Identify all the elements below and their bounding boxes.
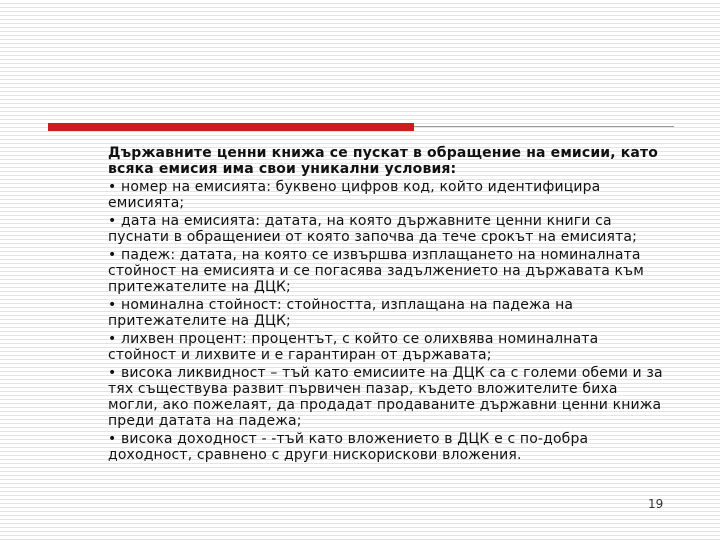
slide-body	[108, 145, 668, 465]
bullet-icon: •	[108, 431, 117, 447]
bullet-text: лихвен процент: процентът, с който се олихвява номиналната стойност и лихвите и е гарантиран от държавата;	[108, 331, 599, 363]
bullet-text: номинална стойност: стойността, изплащана на падежа на притежателите на ДЦК;	[108, 297, 574, 329]
bullet-icon: •	[108, 179, 117, 195]
bullet-text: падеж: датата, на която се извършва изплащането на номиналната стойност на емисията и се погасява задължението на държавата към притежателите на ДЦК;	[108, 247, 644, 295]
bullet-item	[108, 431, 668, 463]
bullet-text: дата на емисията: датата, на която държавните ценни книги са пуснати в обращениеи от която започва да тече срокът на емисията;	[108, 213, 638, 245]
slide-heading: Държавните ценни книжа се пускат в обращение на емисии, като всяка емисия има свои уникални условия:	[108, 145, 659, 177]
accent-bar	[48, 123, 414, 131]
bullet-item	[108, 247, 668, 295]
bullet-list	[108, 179, 668, 463]
bullet-item	[108, 331, 668, 363]
bullet-item	[108, 297, 668, 329]
page-number: 19	[648, 497, 664, 511]
bullet-item	[108, 179, 668, 211]
bullet-text: висока доходност - -тъй като вложението в ДЦК е с по-добра доходност, сравнено с други нискорискови вложения.	[108, 431, 589, 463]
bullet-item	[108, 365, 668, 429]
bullet-icon: •	[108, 365, 117, 381]
bullet-item	[108, 213, 668, 245]
bullet-text: висока ликвидност – тъй като емисиите на ДЦК са с големи обеми и за тях съществува развит първичен пазар, където вложителите биха могли, ако пожелаят, да продадат продаваните държавни ценни книжа преди датата на падежа;	[108, 365, 663, 429]
bullet-icon: •	[108, 331, 117, 347]
bullet-icon: •	[108, 297, 117, 313]
bullet-text: номер на емисията: буквено цифров код, който идентифицира емисията;	[108, 179, 601, 211]
bullet-icon: •	[108, 247, 117, 263]
bullet-icon: •	[108, 213, 117, 229]
